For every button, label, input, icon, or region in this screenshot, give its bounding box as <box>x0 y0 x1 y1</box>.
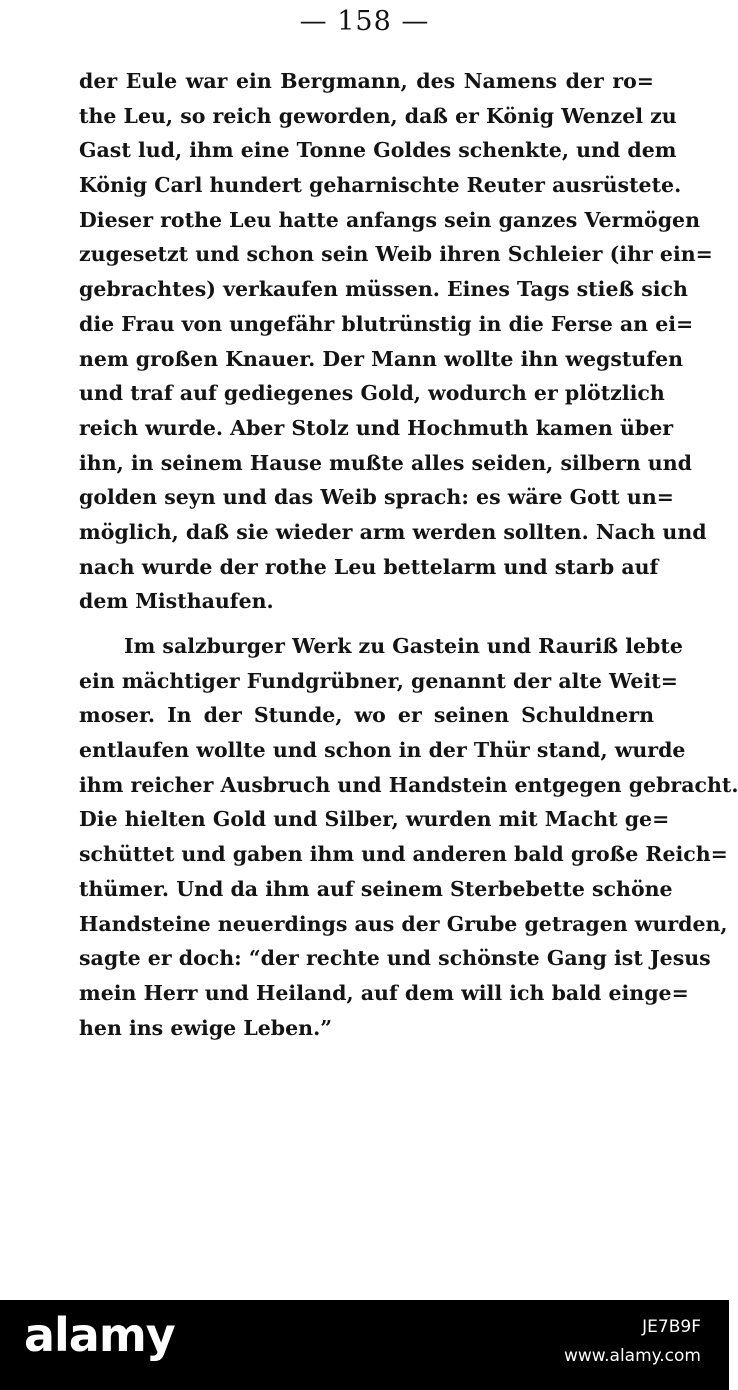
text-line: ein mächtiger Fundgrübner, genannt der alte Weit= <box>79 668 678 693</box>
text-line: gebrachtes) verkaufen müssen. Eines Tags stieß sich <box>79 277 688 302</box>
text-line: the Leu, so reich geworden, daß er König Wenzel zu <box>79 103 677 128</box>
text-line: Dieser rothe Leu hatte anfangs sein ganzes Vermögen <box>79 207 700 232</box>
text-line: Handsteine neuerdings aus der Grube getragen wurden, <box>79 911 728 936</box>
text-line: Gast lud, ihm eine Tonne Goldes schenkte, und dem <box>79 138 677 163</box>
image-id: JE7B9F <box>642 1317 701 1337</box>
paragraph-2 <box>79 629 738 1045</box>
body-text <box>79 64 738 1045</box>
text-line: nem großen Knauer. Der Mann wollte ihn wegstufen <box>79 346 684 371</box>
text-line: ihn, in seinem Hause mußte alles seiden, silbern und <box>79 450 692 475</box>
text-line: reich wurde. Aber Stolz und Hochmuth kamen über <box>79 415 674 440</box>
text-line: schüttet und gaben ihm und anderen bald große Reich= <box>79 842 728 867</box>
text-line: möglich, daß sie wieder arm werden sollten. Nach und <box>79 519 707 544</box>
text-line: golden seyn und das Weib sprach: es wäre Gott un= <box>79 485 674 510</box>
text-line: nach wurde der rothe Leu bettelarm und starb auf <box>79 554 659 579</box>
text-line: Im salzburger Werk zu Gastein und Rauriß lebte <box>124 634 683 658</box>
text-line: die Frau von ungefähr blutrünstig in die Ferse an ei= <box>79 311 694 336</box>
paragraph-gap <box>79 619 654 629</box>
text-line: König Carl hundert geharnischte Reuter ausrüstete. <box>79 173 682 198</box>
text-line: hen ins ewige Leben.” <box>79 1015 333 1040</box>
text-line: zugesetzt und schon sein Weib ihren Schleier (ihr ein= <box>79 242 713 267</box>
watermark-footer <box>0 1300 729 1390</box>
text-line: thümer. Und da ihm auf seinem Sterbebette schöne <box>79 876 673 901</box>
alamy-logo: alamy <box>24 1308 175 1362</box>
page-number: — 158 — <box>299 6 430 37</box>
text-line: mein Herr und Heiland, auf dem will ich bald einge= <box>79 980 689 1005</box>
text-line: moser. In der Stunde, wo er seinen Schuldnern <box>79 703 654 728</box>
site-url: www.alamy.com <box>563 1346 701 1366</box>
paragraph-1 <box>79 64 713 619</box>
text-line: der Eule war ein Bergmann, des Namens der ro= <box>79 69 654 93</box>
text-line: entlaufen wollte und schon in der Thür stand, wurde <box>79 738 686 763</box>
text-line: Die hielten Gold und Silber, wurden mit Macht ge= <box>79 807 670 832</box>
text-line: und traf auf gediegenes Gold, wodurch er plötzlich <box>79 381 665 406</box>
text-line: dem Misthaufen. <box>79 589 274 614</box>
text-line: ihm reicher Ausbruch und Handstein entgegen gebracht. <box>79 772 738 797</box>
text-line: sagte er doch: “der rechte und schönste Gang ist Jesus <box>79 946 711 971</box>
